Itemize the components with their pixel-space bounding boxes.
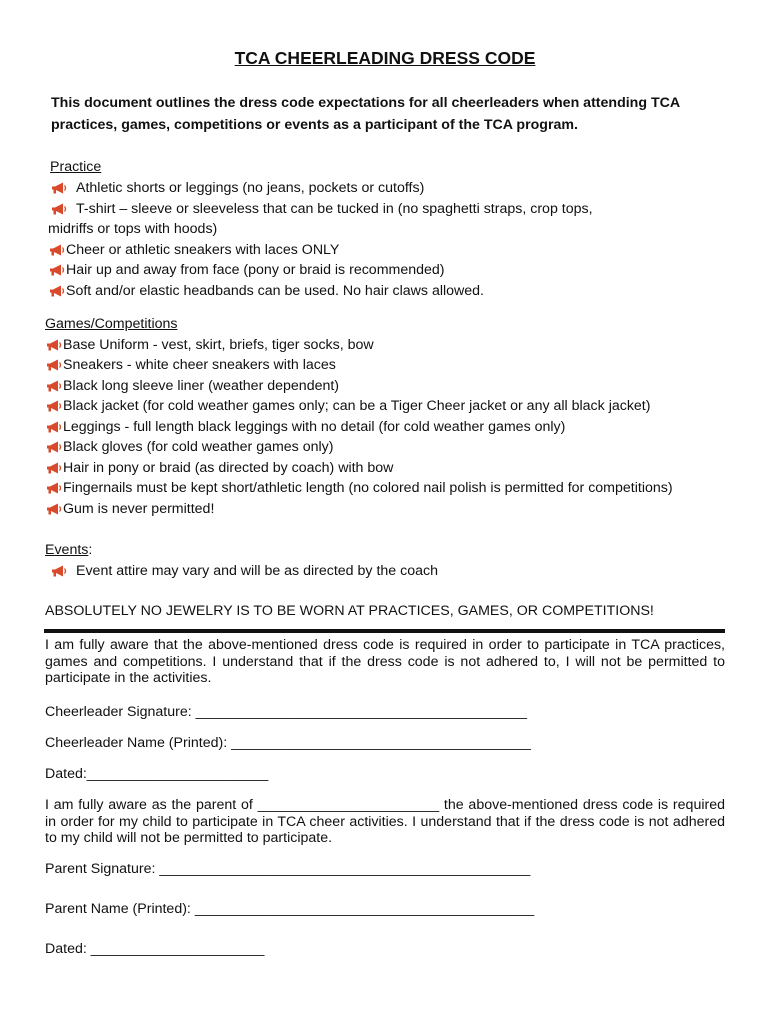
megaphone-icon bbox=[50, 564, 68, 578]
megaphone-icon bbox=[50, 181, 68, 195]
megaphone-icon bbox=[45, 338, 63, 352]
megaphone-icon bbox=[45, 440, 63, 454]
megaphone-icon bbox=[45, 420, 63, 434]
cheerleader-statement: I am fully aware that the above-mentioned dress code is required in order to participate in TCA practices, games and competitions. I understand that if the dress code is not adhered to, I will not be permitted to participate in the activities. bbox=[45, 637, 725, 686]
events-heading-line: Events: bbox=[45, 542, 93, 558]
parent-dated-line[interactable]: Dated: ______________________ bbox=[45, 941, 265, 957]
list-item: Black gloves (for cold weather games only) bbox=[45, 437, 333, 458]
intro-paragraph: This document outlines the dress code expectations for all cheerleaders when attending TCA practices, games, competitions or events as a participant of the TCA program. bbox=[51, 95, 680, 133]
parent-name-line[interactable]: Parent Name (Printed): ___________________________________________ bbox=[45, 901, 535, 917]
list-item: Leggings - full length black leggings with no detail (for cold weather games only) bbox=[45, 417, 565, 438]
list-item: Fingernails must be kept short/athletic length (no colored nail polish is permitted for competitions) bbox=[45, 478, 673, 499]
megaphone-icon bbox=[48, 284, 66, 298]
megaphone-icon bbox=[48, 263, 66, 277]
list-item: Black jacket (for cold weather games only; can be a Tiger Cheer jacket or any all black jacket) bbox=[45, 396, 650, 417]
cheerleader-name-line[interactable]: Cheerleader Name (Printed): ______________________________________ bbox=[45, 735, 531, 751]
megaphone-icon bbox=[45, 379, 63, 393]
parent-signature-line[interactable]: Parent Signature: _______________________________________________ bbox=[45, 861, 531, 877]
list-item-continuation: midriffs or tops with hoods) bbox=[48, 221, 218, 237]
document-title: TCA CHEERLEADING DRESS CODE bbox=[234, 48, 536, 68]
list-item: Gum is never permitted! bbox=[45, 499, 214, 520]
list-item: Hair in pony or braid (as directed by coach) with bow bbox=[45, 458, 393, 479]
list-item: Cheer or athletic sneakers with laces ONLY bbox=[48, 240, 339, 261]
games-heading: Games/Competitions bbox=[45, 316, 178, 332]
megaphone-icon bbox=[50, 202, 68, 216]
list-item: Athletic shorts or leggings (no jeans, pockets or cutoffs) bbox=[50, 178, 424, 199]
list-item: Sneakers - white cheer sneakers with laces bbox=[45, 355, 336, 376]
megaphone-icon bbox=[48, 243, 66, 257]
megaphone-icon bbox=[45, 358, 63, 372]
list-item: Event attire may vary and will be as directed by the coach bbox=[50, 561, 438, 582]
divider-rule bbox=[44, 629, 725, 633]
jewelry-notice: ABSOLUTELY NO JEWELRY IS TO BE WORN AT PRACTICES, GAMES, OR COMPETITIONS! bbox=[45, 603, 654, 619]
list-item: Black long sleeve liner (weather dependent) bbox=[45, 376, 339, 397]
megaphone-icon bbox=[45, 461, 63, 475]
cheerleader-dated-line[interactable]: Dated:_______________________ bbox=[45, 766, 269, 782]
list-item: Base Uniform - vest, skirt, briefs, tiger socks, bow bbox=[45, 335, 374, 356]
megaphone-icon bbox=[45, 481, 63, 495]
list-item: Soft and/or elastic headbands can be used. No hair claws allowed. bbox=[48, 281, 484, 302]
events-heading: Events bbox=[45, 542, 89, 558]
practice-heading: Practice bbox=[50, 159, 102, 175]
parent-statement: I am fully aware as the parent of _______________________ the above-mentioned dress code is required in order for my child to participate in TCA cheer activities. I understand that if the dress code is not adhered to my child will not be permitted to participate. bbox=[45, 797, 725, 846]
list-item: T-shirt – sleeve or sleeveless that can be tucked in (no spaghetti straps, crop tops, bbox=[50, 199, 593, 220]
megaphone-icon bbox=[45, 502, 63, 516]
megaphone-icon bbox=[45, 399, 63, 413]
list-item: Hair up and away from face (pony or braid is recommended) bbox=[48, 260, 445, 281]
cheerleader-signature-line[interactable]: Cheerleader Signature: __________________________________________ bbox=[45, 704, 528, 720]
